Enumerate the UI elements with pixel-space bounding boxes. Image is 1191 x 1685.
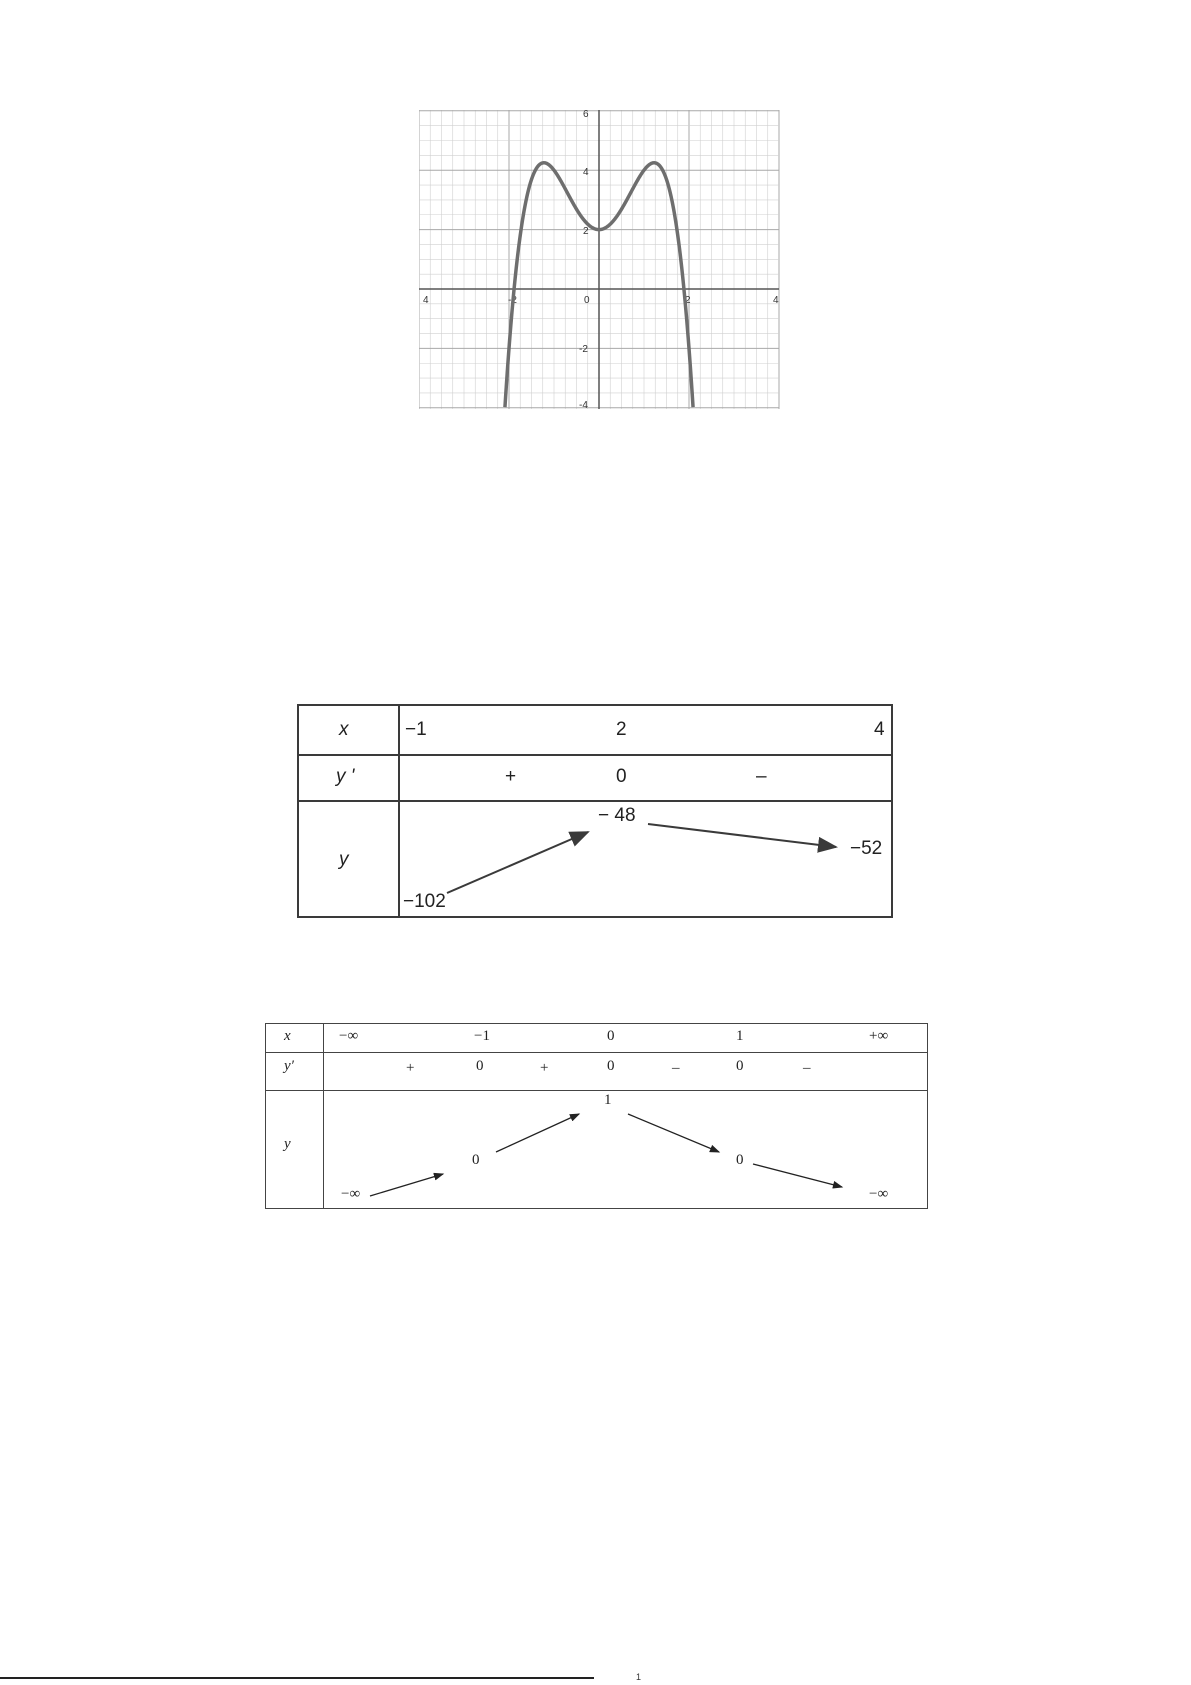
y-value: −102: [403, 891, 446, 912]
table1-arrows: [299, 706, 895, 920]
y-tick-label: -4: [579, 400, 588, 410]
row-label-x: x: [339, 719, 349, 740]
decrease-arrow: [753, 1164, 842, 1187]
decrease-arrow: [648, 824, 836, 847]
x-value: −∞: [339, 1028, 359, 1044]
sign-value: –: [672, 1060, 680, 1076]
x-tick-label: -2: [508, 295, 517, 306]
function-graph: [419, 110, 781, 410]
x-value: 1: [736, 1028, 744, 1044]
row-label-x: x: [284, 1028, 291, 1044]
x-value: 4: [874, 719, 885, 740]
y-tick-label: 6: [583, 110, 589, 120]
sign-value: +: [406, 1060, 415, 1076]
y-tick-label: 4: [583, 167, 589, 178]
sign-value: 0: [736, 1058, 744, 1074]
y-value: −∞: [341, 1186, 361, 1202]
y-value: 0: [736, 1152, 744, 1168]
x-value: −1: [405, 719, 427, 740]
sign-value: 0: [616, 766, 627, 787]
x-value: −1: [474, 1028, 490, 1044]
row-label-y-prime: y ': [336, 766, 355, 787]
sign-value: –: [803, 1060, 811, 1076]
footnote-separator: [0, 1677, 594, 1679]
sign-value: 0: [607, 1058, 615, 1074]
y-tick-label: 2: [583, 226, 589, 237]
y-value: − 48: [598, 805, 636, 826]
x-tick-label: 2: [685, 295, 691, 306]
increase-arrow: [370, 1174, 443, 1196]
y-value: −∞: [869, 1186, 889, 1202]
sign-value: +: [505, 766, 517, 787]
y-value: −52: [850, 838, 883, 859]
increase-arrow: [496, 1114, 579, 1152]
sign-value: +: [540, 1060, 549, 1076]
x-tick-label: 0: [584, 295, 590, 306]
row-label-y: y: [284, 1136, 291, 1152]
variation-table-2: [265, 1023, 928, 1209]
decrease-arrow: [628, 1114, 719, 1152]
x-value: 0: [607, 1028, 615, 1044]
row-label-y-prime: y′: [284, 1058, 294, 1074]
x-value: 2: [616, 719, 627, 740]
sign-value: –: [756, 766, 767, 787]
footnote-mark: 1: [636, 1672, 642, 1682]
sign-value: 0: [476, 1058, 484, 1074]
row-label-y: y: [339, 849, 349, 870]
x-value: +∞: [869, 1028, 889, 1044]
x-tick-label: 4: [423, 295, 429, 306]
table2-arrows: [266, 1024, 929, 1210]
x-tick-label: 4: [773, 295, 779, 306]
increase-arrow: [447, 832, 588, 893]
variation-table-1: [297, 704, 893, 918]
y-tick-label: -2: [579, 344, 588, 355]
y-value: 1: [604, 1092, 612, 1108]
y-value: 0: [472, 1152, 480, 1168]
